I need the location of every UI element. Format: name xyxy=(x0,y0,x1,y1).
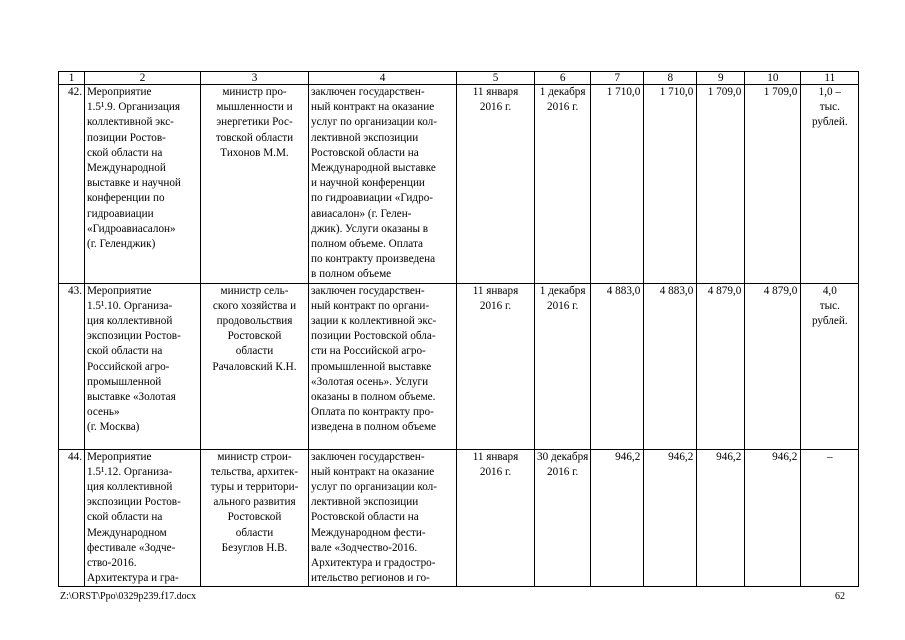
cell-line: Международном xyxy=(87,526,167,539)
cell-line: фестивале «Зодче- xyxy=(87,541,176,554)
cell-line: (г. Москва) xyxy=(87,421,140,434)
start-date-cell xyxy=(457,283,535,449)
cell-line: ской области на xyxy=(87,345,163,358)
cell-line: (г. Геленджик) xyxy=(87,238,156,251)
cell-line: вале «Зодчество-2016. xyxy=(311,541,418,554)
event-cell xyxy=(85,283,201,449)
end-date-cell xyxy=(535,283,591,449)
value-col8-cell: 946,2 xyxy=(644,449,697,587)
value-col8-cell: 1 710,0 xyxy=(644,85,697,284)
value-col7-cell: 946,2 xyxy=(591,449,644,587)
cell-line: 2016 г. xyxy=(547,465,579,478)
cell-line: 4,0 xyxy=(822,284,837,297)
cell-line: туры и территори- xyxy=(210,481,299,494)
row-number-cell: 42. xyxy=(59,85,85,284)
cell-line: Международном фести- xyxy=(311,526,426,539)
cell-line: Ростовской xyxy=(227,511,282,524)
cell-line: 2016 г. xyxy=(479,299,512,312)
result-cell xyxy=(309,449,457,587)
cell-line: Международной xyxy=(87,162,166,175)
cell-line: министр про- xyxy=(222,86,287,98)
cell-line: зации к коллективной экс- xyxy=(311,315,437,328)
cell-line: заключен государствен- xyxy=(311,284,425,297)
column-number-4: 4 xyxy=(309,72,457,85)
result-cell xyxy=(309,283,457,449)
cell-line: Рачаловский К.Н. xyxy=(212,360,297,373)
cell-line: министр сель- xyxy=(220,284,289,297)
cell-line: ный контракт по органи- xyxy=(311,299,430,312)
cell-line: осень» xyxy=(87,406,120,419)
cell-line: ция коллективной xyxy=(87,315,173,328)
end-date-cell xyxy=(535,85,591,284)
cell-line: тыс. xyxy=(819,299,840,312)
note-cell xyxy=(801,449,859,587)
value-col8-cell: 4 883,0 xyxy=(644,283,697,449)
cell-line: Безуглов Н.В. xyxy=(221,541,288,554)
cell-line: 2016 г. xyxy=(479,101,512,114)
cell-line: ального развития xyxy=(213,496,296,509)
cell-line: области xyxy=(235,526,274,539)
cell-line: ция коллективной xyxy=(87,481,173,494)
cell-line: авиасалон» (г. Гелен- xyxy=(311,207,412,220)
column-number-11: 11 xyxy=(801,72,859,85)
note-cell xyxy=(801,283,859,449)
cell-line: конференции по xyxy=(87,192,165,205)
value-col7-cell: 1 710,0 xyxy=(591,85,644,284)
footer-file-path: Z:\ORST\Ppo\0329p239.f17.docx xyxy=(60,591,197,602)
footer-page-number: 62 xyxy=(835,591,845,602)
result-cell xyxy=(309,85,457,284)
cell-line: изведена в полном объеме xyxy=(311,421,436,434)
value-col9-cell: 946,2 xyxy=(697,449,745,587)
cell-line: гидроавиации xyxy=(87,207,154,220)
cell-line: выставке «Золотая xyxy=(87,391,176,404)
note-cell xyxy=(801,85,859,284)
cell-line: товской области xyxy=(215,131,294,144)
column-number-1: 1 xyxy=(59,72,85,85)
cell-line: Архитектура и градостро- xyxy=(311,557,436,570)
cell-line: промышленной xyxy=(87,375,162,388)
cell-line: Архитектура и гра- xyxy=(87,572,179,585)
start-date-cell xyxy=(457,449,535,587)
cell-line: Международной выставке xyxy=(311,162,436,175)
cell-line: Оплата по контракту про- xyxy=(311,406,434,419)
cell-line: ской области на xyxy=(87,511,163,524)
cell-line: сти на Российской агро- xyxy=(311,345,426,358)
cell-line: 1.5¹.9. Организация xyxy=(87,101,181,114)
table-row xyxy=(59,283,859,449)
value-col7-cell: 4 883,0 xyxy=(591,283,644,449)
start-date-cell xyxy=(457,85,535,284)
column-number-3: 3 xyxy=(201,72,309,85)
cell-line: по контракту произведена xyxy=(311,253,436,266)
cell-line: ство-2016. xyxy=(87,557,137,570)
cell-line: «Гидроавиасалон» xyxy=(87,222,176,235)
cell-line: Российской агро- xyxy=(87,360,170,373)
cell-line: позиции Ростов- xyxy=(87,131,166,144)
cell-line: 1.5¹.12. Организа- xyxy=(87,465,173,478)
cell-line: Ростовской области на xyxy=(311,146,419,159)
column-number-7: 7 xyxy=(591,72,644,85)
column-number-6: 6 xyxy=(535,72,591,85)
cell-line: Мероприятие xyxy=(87,450,152,463)
cell-line: – xyxy=(827,450,833,463)
cell-line: лективной экспозиции xyxy=(311,131,419,144)
table-row xyxy=(59,85,859,284)
cell-line: выставке и научной xyxy=(87,177,181,190)
cell-line: министр строи- xyxy=(217,450,292,463)
event-cell xyxy=(85,85,201,284)
cell-line: полном объеме. Оплата xyxy=(311,238,423,251)
cell-line: промышленной выставке xyxy=(311,360,432,373)
cell-line: 2016 г. xyxy=(547,299,579,312)
responsible-cell xyxy=(201,283,309,449)
cell-line: услуг по организации кол- xyxy=(311,116,437,129)
cell-line: 2016 г. xyxy=(479,465,512,478)
column-number-8: 8 xyxy=(644,72,697,85)
cell-line: Мероприятие xyxy=(87,86,152,98)
cell-line: 2016 г. xyxy=(547,101,579,114)
cell-line: тельства, архитек- xyxy=(210,465,299,478)
cell-line: заключен государствен- xyxy=(311,86,425,98)
report-table xyxy=(58,71,859,587)
row-number-cell: 44. xyxy=(59,449,85,587)
column-number-row xyxy=(59,72,859,85)
cell-line: услуг по организации кол- xyxy=(311,481,437,494)
cell-line: ный контракт на оказание xyxy=(311,465,435,478)
cell-line: ный контракт на оказание xyxy=(311,101,435,114)
cell-line: заключен государствен- xyxy=(311,450,425,463)
cell-line: 11 января xyxy=(472,284,519,297)
value-col9-cell: 1 709,0 xyxy=(697,85,745,284)
responsible-cell xyxy=(201,449,309,587)
cell-line: 11 января xyxy=(472,86,519,98)
cell-line: ской области на xyxy=(87,146,163,159)
cell-line: Тихонов М.М. xyxy=(220,146,289,159)
cell-line: позиции Ростовской обла- xyxy=(311,330,436,343)
table-row xyxy=(59,449,859,587)
cell-line: рублей. xyxy=(811,116,848,129)
cell-line: мышленности и xyxy=(216,101,293,114)
value-col10-cell: 946,2 xyxy=(745,449,801,587)
value-col10-cell: 4 879,0 xyxy=(745,283,801,449)
cell-line: джик). Услуги оказаны в xyxy=(311,222,429,235)
cell-line: Ростовской области на xyxy=(311,511,419,524)
cell-line: лективной экспозиции xyxy=(311,496,419,509)
cell-line: в полном объеме xyxy=(311,268,392,281)
event-cell xyxy=(85,449,201,587)
cell-line: по гидроавиации «Гидро- xyxy=(311,192,434,205)
cell-line: 11 января xyxy=(472,450,519,463)
cell-line: ского хозяйства и xyxy=(212,299,297,312)
cell-line: области xyxy=(235,345,274,358)
cell-line: продовольствия xyxy=(216,315,293,328)
cell-line: энергетики Рос- xyxy=(216,116,293,129)
responsible-cell xyxy=(201,85,309,284)
cell-line: ительство регионов и го- xyxy=(311,572,430,585)
column-number-5: 5 xyxy=(457,72,535,85)
cell-line: Ростовской xyxy=(227,330,282,343)
cell-line: 1 декабря xyxy=(539,86,586,98)
cell-line: 1,0 – xyxy=(818,86,841,98)
column-number-2: 2 xyxy=(85,72,201,85)
cell-line: 30 декабря xyxy=(537,450,589,463)
cell-line: тыс. xyxy=(819,101,840,114)
end-date-cell xyxy=(535,449,591,587)
cell-line: коллективной экс- xyxy=(87,116,174,129)
column-number-10: 10 xyxy=(745,72,801,85)
cell-line: 1 декабря xyxy=(539,284,586,297)
cell-line: 1.5¹.10. Организа- xyxy=(87,299,173,312)
cell-line: «Золотая осень». Услуги xyxy=(311,375,429,388)
row-number-cell: 43. xyxy=(59,283,85,449)
value-col10-cell: 1 709,0 xyxy=(745,85,801,284)
cell-line: оказаны в полном объеме. xyxy=(311,391,436,404)
cell-line: экспозиции Ростов- xyxy=(87,496,181,509)
column-number-9: 9 xyxy=(697,72,745,85)
cell-line: и научной конференции xyxy=(311,177,425,190)
cell-line: рублей. xyxy=(811,315,848,328)
value-col9-cell: 4 879,0 xyxy=(697,283,745,449)
cell-line: Мероприятие xyxy=(87,284,152,297)
cell-line: экспозиции Ростов- xyxy=(87,330,181,343)
